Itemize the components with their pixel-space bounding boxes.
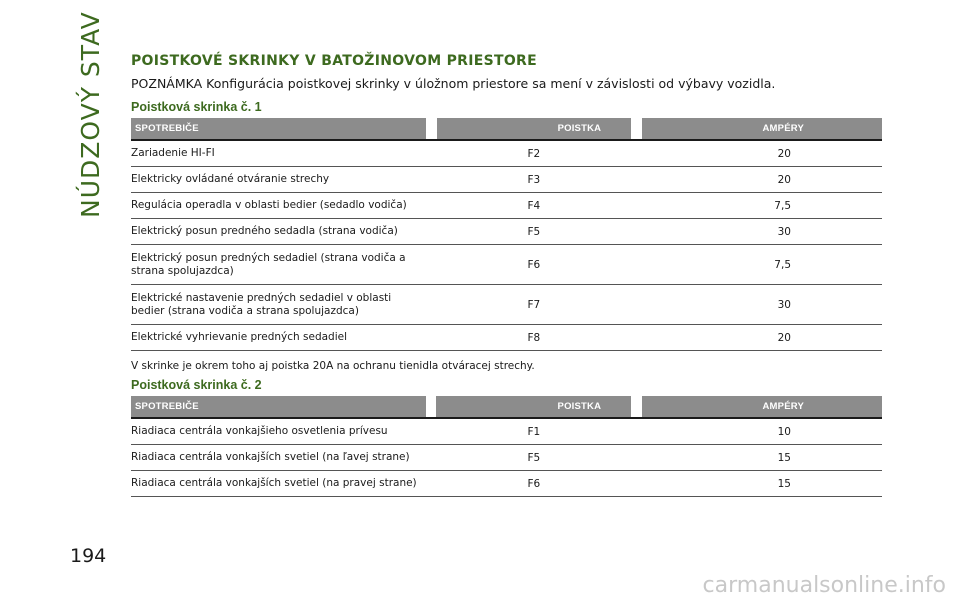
- watermark: carmanualsonline.info: [702, 573, 946, 598]
- amps-cell: 20: [642, 167, 882, 193]
- fuse-box-1-title: Poistková skrinka č. 1: [131, 100, 262, 114]
- fuse-cell: F6: [426, 471, 643, 497]
- column-header-amps: AMPÉRY: [642, 118, 882, 141]
- table-row: [131, 419, 882, 445]
- fuse-cell: F8: [426, 325, 643, 351]
- amps-cell: 10: [642, 419, 882, 445]
- column-header-device: SPOTREBIČE: [131, 396, 426, 419]
- amps-cell: 30: [642, 219, 882, 245]
- device-cell: Riadiaca centrála vonkajších svetiel (na ľavej strane): [131, 445, 426, 471]
- fuse-cell: F6: [426, 245, 643, 285]
- fuse-cell: F5: [426, 219, 643, 245]
- fuse-cell: F5: [426, 445, 643, 471]
- amps-cell: 30: [642, 285, 882, 325]
- fuse-cell: F3: [426, 167, 643, 193]
- column-header-amps: AMPÉRY: [642, 396, 882, 419]
- device-cell: Regulácia operadla v oblasti bedier (sedadlo vodiča): [131, 193, 426, 219]
- column-header-device: SPOTREBIČE: [131, 118, 426, 141]
- chapter-side-title: NÚDZOVÝ STAV: [76, 11, 105, 218]
- table-row: [131, 325, 882, 351]
- footnote-text: V skrinke je okrem toho aj poistka 20A na ochranu tienidla otváracej strechy.: [131, 360, 535, 372]
- device-cell: Elektrický posun predného sedadla (strana vodiča): [131, 219, 426, 245]
- fuse-cell: F1: [426, 419, 643, 445]
- table-row: [131, 245, 882, 285]
- device-cell: Elektrické nastavenie predných sedadiel v oblasti bedier (strana vodiča a strana spolujazdca): [131, 285, 426, 325]
- fuse-cell: F7: [426, 285, 643, 325]
- section-title: POISTKOVÉ SKRINKY V BATOŽINOVOM PRIESTORE: [131, 53, 537, 69]
- table-row: [131, 471, 882, 497]
- table-row: [131, 219, 882, 245]
- fuse-cell: F2: [426, 141, 643, 167]
- page-number: 194: [70, 545, 107, 567]
- amps-cell: 20: [642, 141, 882, 167]
- device-cell: Elektrický posun predných sedadiel (strana vodiča a strana spolujazdca): [131, 245, 426, 285]
- fuse-box-1-table: [131, 118, 882, 351]
- table-header-row: [131, 118, 882, 141]
- device-cell: Riadiaca centrála vonkajších svetiel (na pravej strane): [131, 471, 426, 497]
- device-cell: Elektrické vyhrievanie predných sedadiel: [131, 325, 426, 351]
- amps-cell: 7,5: [642, 245, 882, 285]
- table-row: [131, 167, 882, 193]
- device-cell: Zariadenie HI-FI: [131, 141, 426, 167]
- column-header-fuse: POISTKA: [437, 118, 632, 141]
- amps-cell: 15: [642, 471, 882, 497]
- note-text: POZNÁMKA Konfigurácia poistkovej skrinky v úložnom priestore sa mení v závislosti od výbavy vozidla.: [131, 76, 776, 91]
- amps-cell: 20: [642, 325, 882, 351]
- device-cell: Riadiaca centrála vonkajšieho osvetlenia prívesu: [131, 419, 426, 445]
- table-row: [131, 193, 882, 219]
- device-cell: Elektricky ovládané otváranie strechy: [131, 167, 426, 193]
- column-header-fuse: POISTKA: [436, 396, 631, 419]
- table-row: [131, 285, 882, 325]
- table-row: [131, 141, 882, 167]
- table-row: [131, 445, 882, 471]
- amps-cell: 7,5: [642, 193, 882, 219]
- table-header-row: [131, 396, 882, 419]
- fuse-box-2-table: [131, 396, 882, 497]
- fuse-cell: F4: [426, 193, 643, 219]
- fuse-box-2-title: Poistková skrinka č. 2: [131, 378, 262, 392]
- amps-cell: 15: [642, 445, 882, 471]
